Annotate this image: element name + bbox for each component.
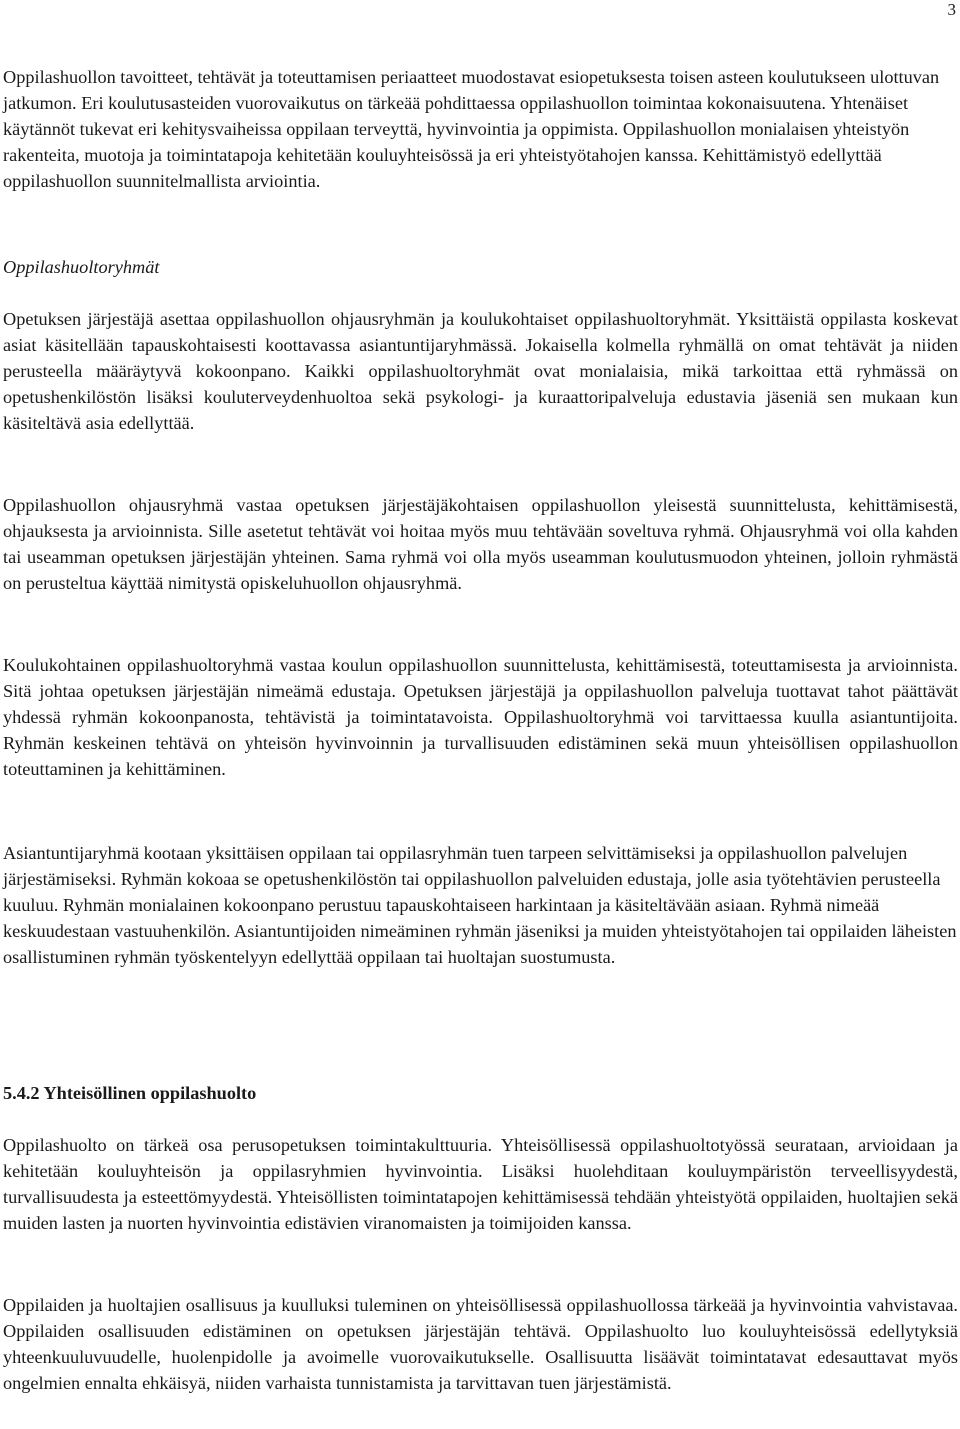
groups-paragraph-4: Asiantuntijaryhmä kootaan yksittäisen oppilaan tai oppilasryhmän tuen tarpeen selvittämiseksi ja oppilashuollon palvelujen järjestämiseksi. Ryhmän kokoaa se opetushenkilöstön tai oppilashuollon palveluiden edustaja, jolle asia työtehtävien perusteella kuuluu. Ryhmän monialainen kokoonpano perustuu tapauskohtaiseen harkintaan ja käsiteltävään asiaan. Ryhmä nimeää keskuudestaan vastuuhenkilön. Asiantuntijoiden nimeäminen ryhmän jäseniksi ja muiden yhteistyötahojen tai oppilaiden läheisten osallistuminen ryhmän työskentelyyn edellyttää oppilaan tai huoltajan suostumusta.: [3, 843, 957, 967]
groups-paragraph-3: Koulukohtainen oppilashuoltoryhmä vastaa koulun oppilashuollon suunnittelusta, kehittämisestä, toteuttamisesta ja arvioinnista. Sitä johtaa opetuksen järjestäjän nimeämä edustaja. Opetuksen järjestäjä ja oppilashuollon palveluja tuottavat tahot päättävät yhdessä ryhmän kokoonpanosta, tehtävistä ja toimintatavoista. Oppilashuoltoryhmä voi tarvittaessa kuulla asiantuntijoita. Ryhmän keskeinen tehtävä on yhteisön hyvinvoinnin ja turvallisuuden edistäminen sekä muun yhteisöllisen oppilashuollon toteuttaminen ja kehittäminen.: [3, 655, 958, 779]
groups-paragraph-2: Oppilashuollon ohjausryhmä vastaa opetuksen järjestäjäkohtaisen oppilashuollon yleisestä suunnittelusta, kehittämisestä, ohjauksesta ja arvioinnista. Sille asetetut tehtävät voi hoitaa myös muu tehtävään soveltuva ryhmä. Ohjausryhmä voi olla kahden tai useamman opetuksen järjestäjän yhteinen. Sama ryhmä voi olla myös useamman koulutusmuodon yhteinen, jolloin ryhmästä on perusteltua käyttää nimitystä opiskeluhuollon ohjausryhmä.: [3, 495, 958, 593]
section-paragraph-1: Oppilashuolto on tärkeä osa perusopetuksen toimintakulttuuria. Yhteisöllisessä oppilashuoltotyössä seurataan, arvioidaan ja kehitetään kouluyhteisön ja oppilasryhmien hyvinvointia. Lisäksi huolehditaan kouluympäristön terveellisyydestä, turvallisuudesta ja esteettömyydestä. Yhteisöllisten toimintatapojen kehittämisessä tehdään yhteistyötä oppilaiden, huoltajien sekä muiden lasten ja nuorten hyvinvointia edistävien viranomaisten ja toimijoiden kanssa.: [3, 1135, 958, 1233]
groups-paragraph-1: Opetuksen järjestäjä asettaa oppilashuollon ohjausryhmän ja koulukohtaiset oppilashuoltoryhmät. Yksittäistä oppilasta koskevat asiat käsitellään tapauskohtaisesti koottavassa asiantuntijaryhmässä. Jokaisella kolmella ryhmällä on omat tehtävät ja niiden perusteella määräytyvä kokoonpano. Kaikki oppilashuoltoryhmät ovat monialaisia, mikä tarkoittaa että ryhmässä on opetushenkilöstön lisäksi kouluterveydenhuoltoa sekä psykologi- ja kuraattoripalveluja edustavia jäseniä sen mukaan kun käsiteltävä asia edellyttää.: [3, 309, 958, 433]
section-subheading: Oppilashuoltoryhmät: [3, 257, 160, 277]
section-paragraph-2: Oppilaiden ja huoltajien osallisuus ja kuulluksi tuleminen on yhteisöllisessä oppilashuollossa tärkeää ja hyvinvointia vahvistavaa. Oppilaiden osallisuuden edistäminen on opetuksen järjestäjän tehtävä. Oppilashuolto luo kouluyhteisössä edellytyksiä yhteenkuuluvuudelle, huolenpidolle ja avoimelle vuorovaikutukselle. Osallisuutta lisäävät toimintatavat edesauttavat myös ongelmien ennalta ehkäisyä, niiden varhaista tunnistamista ja tarvittavan tuen järjestämistä.: [3, 1295, 958, 1393]
intro-paragraph: Oppilashuollon tavoitteet, tehtävät ja toteuttamisen periaatteet muodostavat esiopetuksesta toisen asteen koulutukseen ulottuvan jatkumon. Eri koulutusasteiden vuorovaikutus on tärkeää pohdittaessa oppilashuollon toimintaa kokonaisuutena. Yhtenäiset käytännöt tukevat eri kehitysvaiheissa oppilaan terveyttä, hyvinvointia ja oppimista. Oppilashuollon monialaisen yhteistyön rakenteita, muotoja ja toimintatapoja kehitetään kouluyhteisössä ja eri yhteistyötahojen kanssa. Kehittämistyö edellyttää oppilashuollon suunnitelmallista arviointia.: [3, 67, 940, 191]
section-heading: 5.4.2 Yhteisöllinen oppilashuolto: [3, 1083, 257, 1103]
page-number: 3: [947, 0, 956, 19]
